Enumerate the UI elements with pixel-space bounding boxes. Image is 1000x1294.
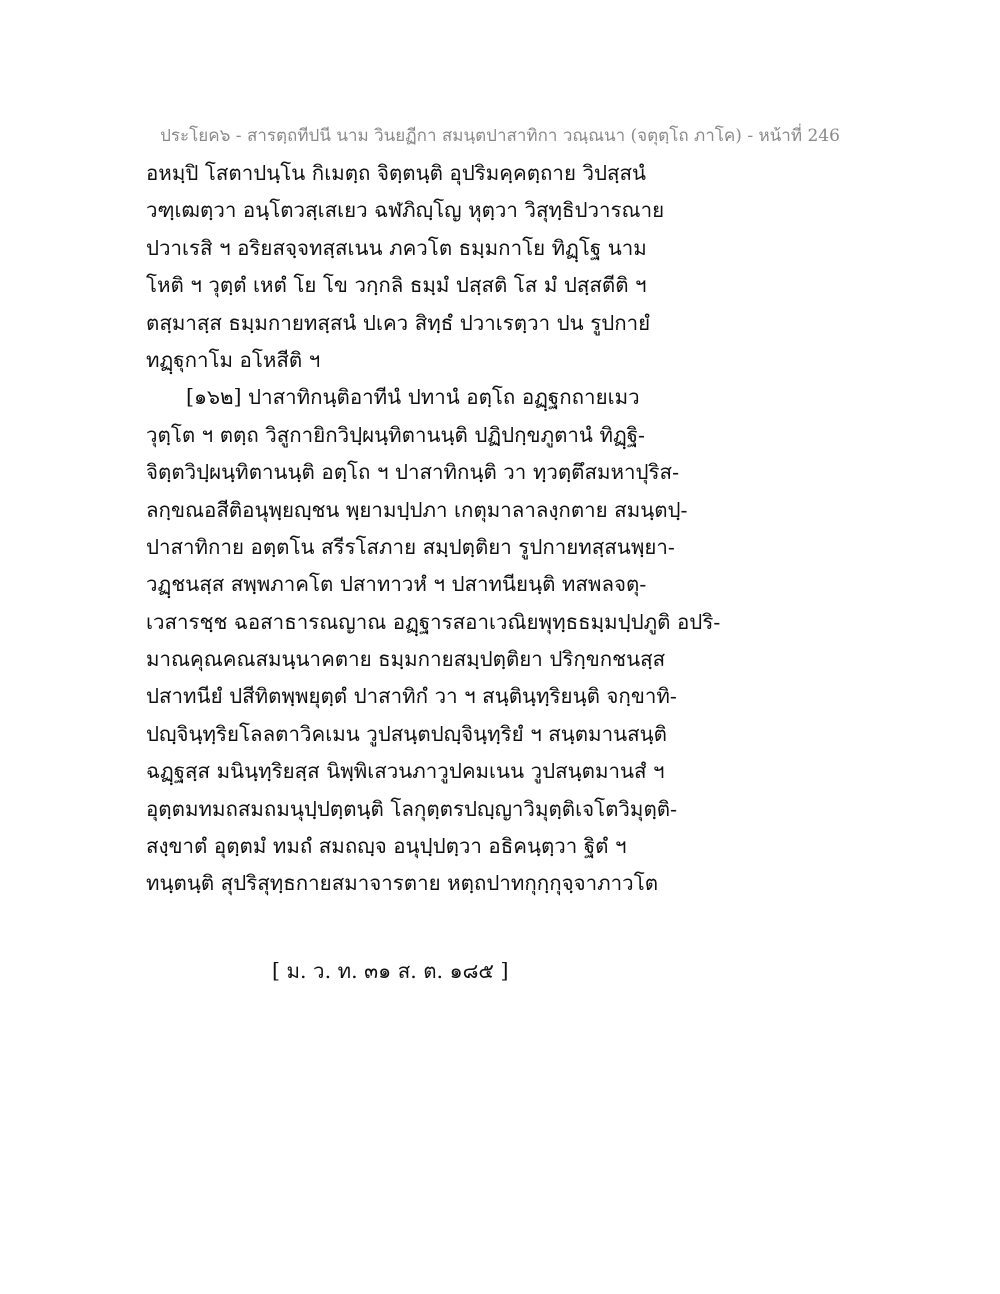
- text-line: ปาสาทิกาย อตฺตโน สรีรโสภาย สมฺปตฺติยา รูปกายทสฺสนพฺยา-: [146, 534, 675, 559]
- text-line: เวสารชฺช ฉอสาธารณญาณ อฏฺฐารสอาเวณิยพุทฺธธมฺมปฺปภูติ อปริ-: [146, 609, 721, 634]
- text-line: ตสฺมาสฺส ธมฺมกายทสฺสนํ ปเคว สิทฺธํ ปวาเรตฺวา ปน รูปกายํ: [146, 310, 651, 335]
- text-line: จิตฺตวิปฺผนฺทิตานนฺติ อตฺโถ ฯ ปาสาทิกนฺติ วา ทฺวตฺตึสมหาปุริส-: [146, 460, 679, 485]
- text-line: อหมฺปิ โสตาปนฺโน กิเมตฺถ จิตฺตนฺติ อุปริมคฺคตฺถาย วิปสฺสนํ: [146, 161, 647, 185]
- text-line: ลกฺขณอสีติอนุพฺยญฺชน พฺยามปฺปภา เกตุมาลาลงฺกตาย สมนฺตปฺ-: [146, 497, 688, 522]
- reference-citation: [ ม. ว. ท. ๓๑ ส. ต. ๑๘๕ ]: [272, 959, 509, 983]
- text-line: ปวาเรสิ ฯ อริยสจฺจทสฺสเนน ภควโต ธมฺมกาโย ทิฏฺโฐ นาม: [146, 235, 647, 260]
- text-line: มาณคุณคณสมนฺนาคตาย ธมฺมกายสมฺปตฺติยา ปริกฺขกชนสฺส: [146, 647, 666, 672]
- text-line: อุตฺตมทมถสมถมนุปฺปตฺตนฺติ โลกุตฺตรปญฺญาวิมุตฺติเจโตวิมุตฺติ-: [146, 796, 677, 821]
- text-line: ปญฺจินฺทฺริยโลลตาวิคเมน วูปสนฺตปญฺจินฺทฺริยํ ฯ สนฺตมานสนฺติ: [146, 721, 667, 746]
- text-line: ทฏฺฐุกาโม อโหสีติ ฯ: [146, 347, 321, 372]
- text-line: ปสาทนียํ ปสีทิตพฺพยุตฺตํ ปาสาทิกํ วา ฯ สนฺตินฺทฺริยนฺติ จกฺขาทิ-: [146, 684, 677, 709]
- text-line: โหติ ฯ วุตฺตํ เหตํ โย โข วกฺกลิ ธมฺมํ ปสฺสติ โส มํ ปสฺสตีติ ฯ: [146, 273, 647, 298]
- body-text: [146, 155, 721, 903]
- text-line: วฑฺเฒตฺวา อนฺโตวสฺเสเยว ฉฬภิญฺโญ หุตฺวา วิสุทฺธิปวารณาย: [146, 198, 665, 223]
- paragraph-start-line: [๑๖๒] ปาสาทิกนฺติอาทีนํ ปทานํ อตฺโถ อฏฺฐกถายเมว: [186, 385, 640, 410]
- text-line: วฏฺชนสฺส สพฺพภาคโต ปสาทาวหํ ฯ ปสาทนียนฺติ ทสพลจตุ-: [146, 572, 647, 597]
- text-line: วุตฺโต ฯ ตตฺถ วิสูกายิกวิปฺผนฺทิตานนฺติ ปฏิปกฺขภูตานํ ทิฏฺฐิ-: [146, 422, 645, 447]
- text-line: สงฺขาตํ อุตฺตมํ ทมถํ สมถญฺจ อนุปฺปตฺวา อธิคนฺตฺวา ฐิตํ ฯ: [146, 834, 627, 859]
- running-header: ประโยค๖ - สารตฺถทีปนี นาม วินยฏีกา สมนฺตปาสาทิกา วณฺณนา (จตุตฺโถ ภาโค) - หน้าที่ 246: [160, 126, 840, 146]
- text-line: ทนฺตนฺติ สุปริสุทฺธกายสมาจารตาย หตฺถปาทกุกฺกุจฺจาภาวโต: [146, 871, 659, 896]
- text-line: ฉฏฺฐสฺส มนินฺทฺริยสฺส นิพฺพิเสวนภาวูปคมเนน วูปสนฺตมานสํ ฯ: [146, 759, 665, 784]
